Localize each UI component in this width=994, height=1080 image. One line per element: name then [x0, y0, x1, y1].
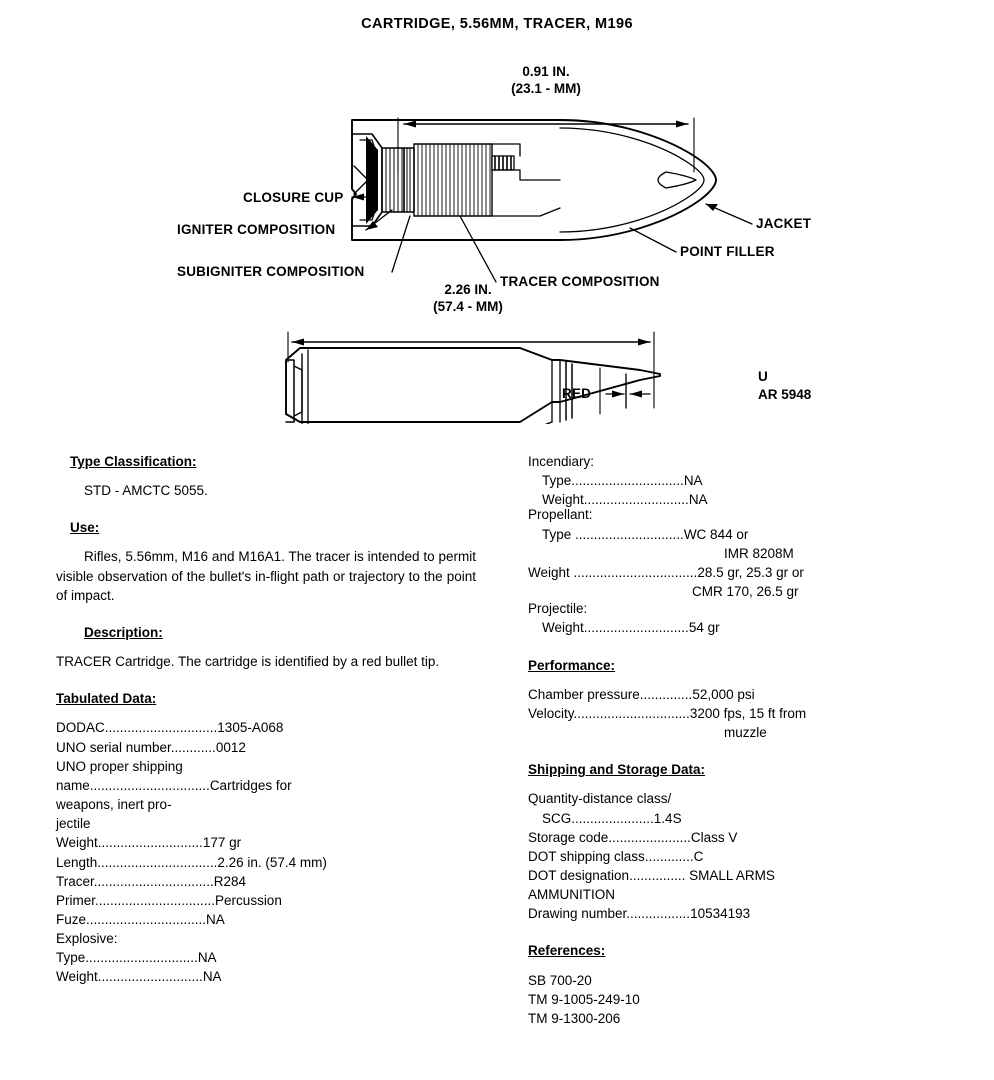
table-row	[528, 563, 948, 582]
row-leader: ............................	[97, 969, 203, 985]
row-value: 54 gr	[688, 620, 720, 636]
drawing-code	[758, 368, 811, 404]
row-label: DOT shipping class	[528, 848, 645, 864]
row-leader: .............	[644, 848, 694, 864]
row-leader: ............................	[583, 492, 689, 508]
row-leader: ................................	[95, 892, 216, 908]
callout-subigniter-composition: SUBIGNITER COMPOSITION	[177, 264, 365, 279]
row-label: Fuze	[56, 911, 87, 927]
row-value: weapons, inert pro-	[56, 797, 172, 813]
row-label: Type	[542, 526, 572, 542]
performance-heading: Performance:	[528, 657, 616, 673]
cartridge-dimension-value: 2.26 IN.	[444, 282, 492, 297]
table-row	[56, 872, 476, 891]
row-leader: ..............................	[104, 720, 218, 736]
row-value: jectile	[56, 816, 91, 832]
callout-point-filler: POINT FILLER	[680, 244, 775, 259]
row-label: UNO proper shipping	[56, 758, 183, 774]
row-value: 3200 fps, 15 ft from	[689, 705, 807, 721]
table-row	[528, 704, 948, 723]
row-leader: ............................	[97, 835, 203, 851]
table-row	[528, 904, 948, 923]
row-value: Cartridges for	[209, 777, 292, 793]
row-label: name	[56, 777, 90, 793]
row-leader: ...............................	[573, 705, 690, 721]
row-value: R284	[213, 873, 247, 889]
row-value: 177 gr	[202, 835, 242, 851]
list-item: TM 9-1005-249-10	[528, 991, 640, 1007]
row-leader: .............................	[571, 526, 684, 542]
propellant-label: Propellant:	[528, 507, 593, 523]
row-value: Percussion	[215, 892, 282, 908]
section-propellant	[528, 505, 948, 601]
section-performance	[528, 656, 948, 743]
row-leader: .................	[626, 906, 691, 922]
incendiary-label: Incendiary:	[528, 454, 595, 469]
row-label: DOT designation	[528, 867, 630, 883]
table-row	[56, 891, 476, 910]
row-leader: ................................	[97, 854, 218, 870]
bullet-dimension-value: 0.91 IN.	[522, 64, 570, 79]
description-text: TRACER Cartridge. The cartridge is identified by a red bullet tip.	[56, 654, 440, 670]
row-value: 1.4S	[653, 810, 682, 826]
page-title: CARTRIDGE, 5.56MM, TRACER, M196	[361, 16, 633, 32]
table-row	[542, 525, 948, 544]
row-value: Class V	[690, 829, 738, 845]
row-leader: ..............................	[85, 950, 198, 966]
callout-closure-cup: CLOSURE CUP	[243, 190, 344, 205]
row-value: 10534193	[690, 906, 751, 922]
table-row	[56, 833, 476, 852]
table-row	[56, 757, 476, 776]
tabulated-data-rows	[56, 718, 476, 986]
callout-red-tip: RED	[562, 386, 592, 401]
type-classification-heading: Type Classification:	[70, 454, 197, 469]
table-row	[56, 967, 476, 986]
row-value: NA	[197, 950, 217, 966]
use-heading: Use:	[70, 520, 100, 536]
quantity-distance-label: Quantity-distance class/	[528, 791, 672, 807]
table-row	[56, 718, 476, 737]
row-label: Velocity	[528, 705, 574, 721]
table-row	[56, 929, 476, 948]
row-leader: ............................	[583, 620, 689, 636]
row-label: Drawing number	[528, 906, 627, 922]
row-leader: ......................	[571, 810, 654, 826]
right-column	[528, 452, 948, 1046]
figure-drawing	[0, 44, 994, 424]
table-row	[56, 776, 476, 795]
row-value: NA	[683, 473, 703, 489]
figure-cartridge-diagram	[0, 44, 994, 424]
use-text: Rifles, 5.56mm, M16 and M16A1. The tracer is intended to permit visible observation of the bullet's in-flight path or trajectory to the point of impact.	[56, 549, 476, 603]
table-row	[56, 795, 476, 814]
row-leader: ............	[170, 739, 216, 755]
row-leader: .................................	[569, 564, 698, 580]
row-label: DODAC	[56, 720, 105, 736]
section-shipping-storage	[528, 760, 948, 923]
cartridge-dimension-metric: (57.4 - MM)	[433, 298, 503, 314]
row-leader: ......................	[608, 829, 691, 845]
row-value: NA	[206, 911, 225, 927]
row-label: Primer	[56, 892, 96, 908]
row-label: Storage code	[528, 829, 609, 845]
tabulated-data-heading: Tabulated Data:	[56, 691, 157, 707]
row-value: C	[693, 848, 704, 864]
callout-tracer-composition: TRACER COMPOSITION	[500, 274, 660, 289]
row-label: SCG	[542, 810, 572, 826]
table-row	[56, 814, 476, 833]
row-value: WC 844 or	[683, 526, 749, 542]
shipping-storage-heading: Shipping and Storage Data:	[528, 762, 706, 778]
row-value: 2.26 in. (57.4 mm)	[217, 854, 327, 870]
section-tabulated-data	[56, 689, 476, 986]
table-row	[56, 853, 476, 872]
table-row	[542, 471, 948, 490]
table-row	[528, 866, 948, 885]
row-label: Type	[56, 950, 86, 966]
row-value: NA	[202, 969, 222, 985]
row-leader: ...............	[629, 867, 686, 883]
row-value: 28.5 gr, 25.3 gr or	[697, 564, 804, 580]
left-column	[56, 452, 476, 1005]
drawing-code-line2: AR 5948	[758, 387, 812, 403]
table-row	[528, 685, 948, 704]
references-heading: References:	[528, 943, 606, 959]
row-value: SMALL ARMS	[689, 867, 775, 883]
description-heading: Description:	[84, 624, 163, 640]
velocity-continuation: muzzle	[724, 725, 767, 741]
row-leader: ..............................	[571, 473, 684, 489]
row-label: Weight	[542, 620, 584, 636]
row-label: Weight	[56, 835, 98, 851]
row-leader: ..............	[639, 686, 693, 702]
section-projectile	[528, 599, 948, 637]
section-type-classification	[56, 452, 476, 500]
list-item: TM 9-1300-206	[528, 1010, 621, 1026]
row-leader: ................................	[93, 873, 214, 889]
row-label: Chamber pressure	[528, 686, 640, 702]
row-leader: ................................	[89, 777, 210, 793]
list-item: SB 700-20	[528, 972, 592, 988]
row-value: 1305-A068	[217, 720, 284, 736]
propellant-weight-continuation: CMR 170, 26.5 gr	[692, 584, 799, 600]
table-row	[542, 618, 948, 637]
table-row	[56, 948, 476, 967]
type-classification-value: STD - AMCTC 5055.	[84, 483, 208, 499]
row-label: UNO serial number	[56, 739, 171, 755]
projectile-label: Projectile:	[528, 601, 588, 617]
callout-igniter-composition: IGNITER COMPOSITION	[177, 222, 336, 237]
table-row	[528, 828, 948, 847]
section-use	[56, 518, 476, 605]
row-label: Type	[542, 473, 572, 489]
row-leader: ................................	[86, 911, 207, 927]
callout-jacket: JACKET	[756, 216, 812, 231]
bullet-dimension-label	[446, 64, 646, 98]
section-description	[56, 623, 476, 671]
row-value: 52,000 psi	[692, 686, 755, 702]
propellant-type-continuation: IMR 8208M	[724, 545, 794, 561]
section-incendiary	[528, 452, 948, 509]
table-row	[542, 809, 948, 828]
table-row	[56, 738, 476, 757]
bullet-dimension-metric: (23.1 - MM)	[511, 80, 581, 96]
row-label: Weight	[528, 564, 570, 580]
row-value: NA	[688, 492, 708, 508]
drawing-code-line1: U	[758, 369, 768, 384]
row-label: Weight	[56, 969, 98, 985]
ammunition-continuation: AMMUNITION	[528, 887, 615, 903]
table-row	[528, 847, 948, 866]
section-references	[528, 941, 948, 1028]
table-row	[56, 910, 476, 929]
row-value: 0012	[215, 739, 246, 755]
row-label: Weight	[542, 492, 584, 508]
row-label: Explosive:	[56, 931, 118, 947]
row-label: Tracer	[56, 873, 94, 889]
row-label: Length	[56, 854, 98, 870]
